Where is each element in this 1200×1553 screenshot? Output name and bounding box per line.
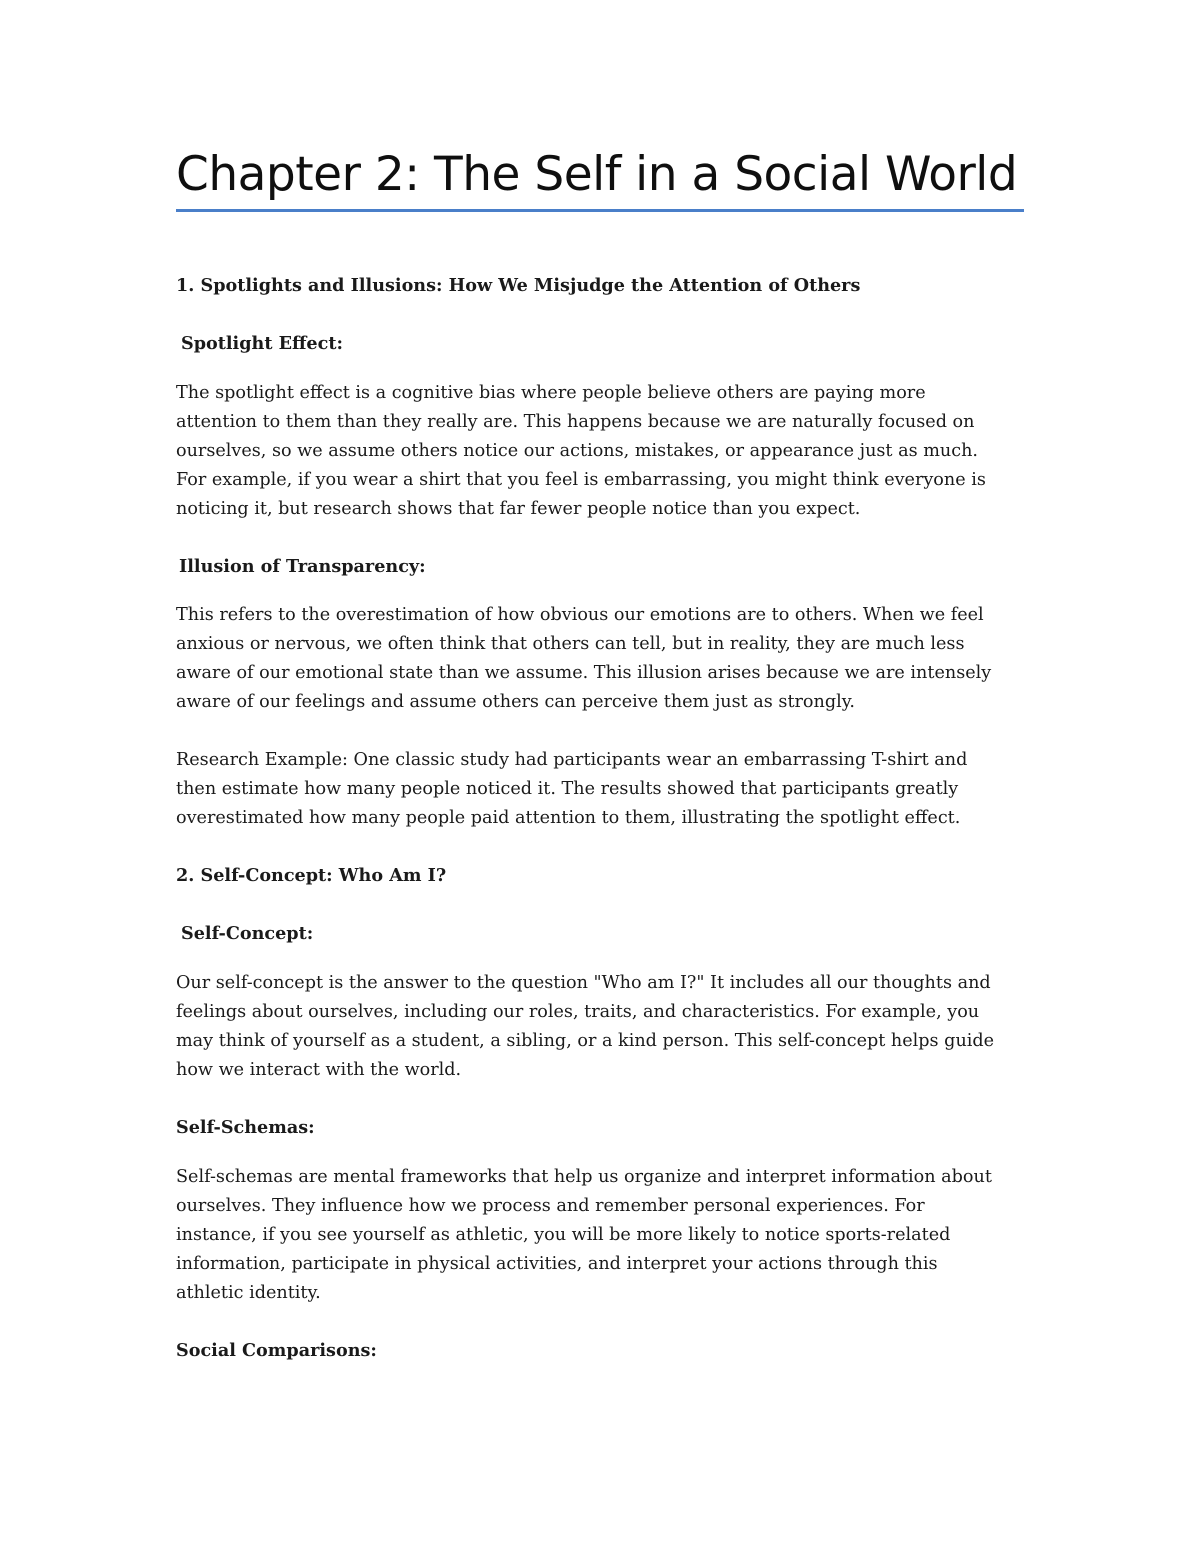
subheading-social-comparisons: Social Comparisons: [176, 1340, 377, 1361]
text-line: Our self-concept is the answer to the question "Who am I?" It includes all our thoughts and [176, 973, 991, 993]
text-line: may think of yourself as a student, a sibling, or a kind person. This self-concept helps guide [176, 1031, 995, 1051]
paragraph-research-example [176, 746, 1024, 833]
text-line: aware of our feelings and assume others can perceive them just as strongly. [176, 692, 855, 712]
text-line: instance, if you see yourself as athletic, you will be more likely to notice sports-related [176, 1225, 951, 1245]
paragraph-illusion-of-transparency [176, 601, 1024, 717]
text-line: noticing it, but research shows that far fewer people notice than you expect. [176, 499, 861, 519]
text-line: ourselves. They influence how we process and remember personal experiences. For [176, 1196, 925, 1216]
text-line: how we interact with the world. [176, 1060, 462, 1080]
text-line: Self-schemas are mental frameworks that help us organize and interpret information about [176, 1167, 992, 1187]
paragraph-self-schemas [176, 1163, 1024, 1308]
text-line: The spotlight effect is a cognitive bias where people believe others are paying more [176, 383, 926, 403]
subheading-spotlight-effect: Spotlight Effect: [181, 333, 343, 354]
section-heading-spotlights: 1. Spotlights and Illusions: How We Misjudge the Attention of Others [176, 275, 861, 296]
paragraph-spotlight-effect [176, 379, 1024, 524]
subheading-self-concept: Self-Concept: [181, 923, 314, 944]
document-title: Chapter 2: The Self in a Social World [176, 147, 1018, 202]
text-line: information, participate in physical activities, and interpret your actions through this [176, 1254, 938, 1274]
text-line: attention to them than they really are. This happens because we are naturally focused on [176, 412, 975, 432]
section-heading-self-concept: 2. Self-Concept: Who Am I? [176, 865, 447, 886]
text-line: feelings about ourselves, including our roles, traits, and characteristics. For example, you [176, 1002, 980, 1022]
subheading-illusion-of-transparency: Illusion of Transparency: [179, 556, 426, 577]
subheading-self-schemas: Self-Schemas: [176, 1117, 315, 1138]
text-line: ourselves, so we assume others notice our actions, mistakes, or appearance just as much. [176, 441, 978, 461]
text-line: For example, if you wear a shirt that you feel is embarrassing, you might think everyone is [176, 470, 986, 490]
text-line: anxious or nervous, we often think that others can tell, but in reality, they are much less [176, 634, 965, 654]
title-underline [176, 209, 1024, 212]
text-line: aware of our emotional state than we assume. This illusion arises because we are intensely [176, 663, 992, 683]
text-line: then estimate how many people noticed it. The results showed that participants greatly [176, 779, 959, 799]
text-line: athletic identity. [176, 1283, 321, 1303]
text-line: Research Example: One classic study had participants wear an embarrassing T-shirt and [176, 750, 968, 770]
text-line: This refers to the overestimation of how obvious our emotions are to others. When we feel [176, 605, 984, 625]
paragraph-self-concept [176, 969, 1024, 1085]
text-line: overestimated how many people paid attention to them, illustrating the spotlight effect. [176, 808, 961, 828]
